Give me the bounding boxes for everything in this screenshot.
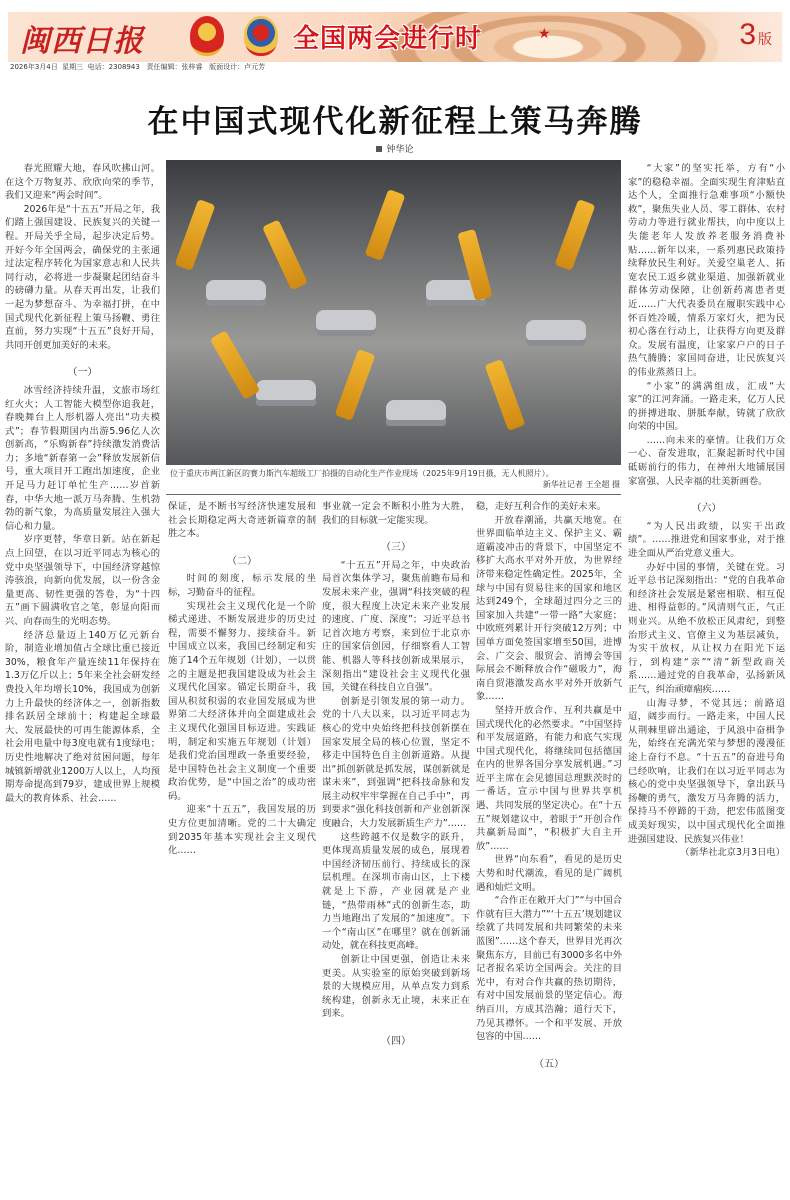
photo-caption [170,468,620,490]
paragraph: 冰雪经济持续升温，文旅市场红红火火；人工智能大模型你追我赶，春晚舞台上人形机器人亮出“功夫模式”；春节假期国内出游5.96亿人次创新高，“乐购新春”持续激发消费活力；多地“新春第一会”释放发展新信号，重大项目开工跑出加速度，企业开足马力赶订单忙生产……岁首新春，中华大地一派万马奔腾、生机勃勃的新气象，为高质量发展注入强大信心和力量。 [5,384,160,532]
page-suffix: 版 [758,31,772,47]
paragraph: 这些跨越不仅是数字的跃升，更体现高质量发展的成色，展现着中国经济韧压前行、持续成长的深层机理。在深圳市南山区，上下楼就是上下游，产业园就是产业链，“热带雨林”式的创新生态，助力当地跑出了发展的“加速度”。下一个“南山区”在哪里？就在创新涌动处，就在科技更高峰。 [322,831,470,952]
paragraph: 春光照耀大地，春风吹拂山河。在这个万物复苏、欣欣向荣的季节，我们又迎来“两会时间”。 [5,163,160,202]
paragraph: 迎来“十五五”，我国发展的历史方位更加清晰。党的二十大确定到2035年基本实现社会主义现代化…… [168,804,316,857]
article-column-3 [322,500,470,1195]
section-slogan: 全国两会进行时 [293,24,483,54]
article-column-4 [476,500,622,1195]
paragraph: “合作正在敞开大门”“与中国合作就有巨大潜力”“‘十五五’规划建议绘就了共同发展和共同繁荣的未来蓝图”……这个春天，世界目光再次聚焦东方，目前已有3000多名中外记者报名采访全国两会。关注的目光中，有对合作共赢的热切期待，有对中国发展前景的坚定信心。海纳百川，方成其浩瀚；道行天下，乃见其襟怀。一个和平发展、开放包容的中国…… [476,895,622,1043]
paragraph: “小家”的满满组成，汇成“大家”的江河奔涌。一路走来，亿万人民的拼搏进取、胼胝奉献，铸就了欣欣向荣的中国。 [628,380,785,433]
paragraph: 山海寻梦，不觉其远；前路迢迢，阔步而行。一路走来，中国人民从荆棘里辟出通途，于风浪中奋楫争先，始终在充满光荣与梦想的漫漫征途上奋行不息。“十五五”的奋进号角已经吹响，让我们在以习近平同志为核心的党中央坚强领导下，拿出跃马扬鞭的勇气，激发万马奔腾的活力，保持马不停蹄的干劲，把宏伟蓝图变成美好现实，以中国式现代化全面推进强国建设、民族复兴伟业！ [628,697,785,845]
paragraph: “大家”的坚实托举，方有“小家”的稳稳幸福。全面实现生育津贴直达个人，全面推行急难事项“小额快救”，聚焦失业人员、零工群体、农村劳动力等进行就业帮扶，向中度以上失能老年人发放养老服务消费补贴……新年以来，一系列惠民政策持续释放民生利好。关爱空巢老人、拓宽农民工返乡就业渠道、加强新就业群体劳动保障，让创新药离患者更近……广大代表委员在履职实践中心怀百姓冷暖，情系万家灯火，把为民初心落在行动上，让获得方向更及群众。发展有温度，让家家户户的日子热气腾腾；家国同奋进，让民族复兴的伟业蒸蒸日上。 [628,163,785,378]
author-name: 钟华论 [386,145,414,155]
article-column-1 [5,162,160,1195]
section-heading: （二） [227,555,257,567]
paragraph: 2026年是“十五五”开局之年，我们踏上强国建设、民族复兴的关键一程。开局关乎全局，起步决定后势。开好今年全国两会，确保党的主张通过法定程序转化为国家意志和人民共同行动，必将进一步凝聚起团结奋斗的磅礴力量。从春天再出发，让我们一起为梦想奋斗、为幸福打拼，在中国式现代化新征程上策马扬鞭、勇往直前，努力实现“十五五”良好开局，共同开创更加美好的未来。 [5,203,160,351]
paragraph: “为人民出政绩，以实干出政绩”。……推进党和国家事业，对于推进全面从严治党意义重大。 [628,520,785,560]
caption-text: 位于重庆市两江新区的赛力斯汽车超级工厂拍摄的自动化生产作业现场（2025年9月19日摄，无人机照片）。 [170,469,554,478]
dateline: 2026年3月4日 星期三 电话：2308943 责任编辑：张梓睿 版面设计：卢元芳 [10,63,266,71]
factory-photo [166,160,621,465]
paragraph: 时间的刻度，标示发展的坐标，习勤奋斗的征程。 [168,573,316,598]
section-heading: （四） [381,1035,411,1047]
paragraph: 开放春潮涌，共赢天地宽。在世界面临单边主义、保护主义、霸道霸凌冲击的背景下，中国坚定不移扩大高水平对外开放，为世界经济带来稳定性确定性。2025年，全球与中国有贸易往来的国家和地区达到249个，全球超过四分之三的国家加入共建“一带一路”大家庭；中欧班列累计开行突破12万列；中国单方面免签国家增至50国，进博会、广交会、服贸会、消博会等国际展会不断释放合作“磁吸力”，海南自贸港激发高水平对外开放新气象…… [476,514,622,703]
paragraph: 稳，走好互利合作的美好未来。 [476,501,607,512]
paragraph: 保证，是不断书写经济快速发展和社会长期稳定两大奇迹新篇章的制胜之本。 [168,501,316,540]
article-title: 在中国式现代化新征程上策马奔腾 [147,104,643,140]
paragraph: 实现社会主义现代化是一个阶梯式递进、不断发展进步的历史过程，需要不懈努力、接续奋斗。新中国成立以来，我国已经制定和实施了14个五年规划（计划），一以贯之的主题是把我国建设成为社会主义现代化国家。锚定长期奋斗，我国从积贫积弱的农业国发展成为世界第二大经济体并向全面建成社会主义现代化强国目标迈进。实践证明，制定和实施五年规划（计划）是我们党治国理政一条重要经验，是中国特色社会主义制度一个重要政治优势，是“中国之治”的成功密码。 [168,600,316,802]
paragraph: 坚持开放合作、互利共赢是中国式现代化的必然要求。“中国坚持和平发展道路，有能力和底气实现中国式现代化，将继续同包括德国在内的世界各国分享发展机遇。”习近平主席在会见德国总理默茨时的一番话，宣示中国与世界共享机遇、共同发展的坚定决心。在“十五五”规划建议中，着眼于“开创合作共赢新局面”，“积极扩大自主开放”…… [476,704,622,852]
cppcc-emblem-icon [244,16,278,56]
photo-credit: 新华社记者 王全超 摄 [542,480,620,489]
paragraph: 经济总量迈上140万亿元新台阶，制造业增加值占全球比重已接近30%，粮食年产量连续11年保持在1.3万亿斤以上；5年来全社会研发经费投入年均增长10%，我国成为创新力上升最快的经济体之一，创新指数排名跃居全球前十；构建起全球最大、发展最快的可再生能源体系，全社会用电量中每3度电就有1度绿电；历史性地解决了绝对贫困问题，每年城镇新增就业1200万人以上，人均预期寿命提高到79岁，建成世界上规模最大的教育体系、社会…… [5,629,160,804]
article-column-2 [168,500,316,1195]
page-number [739,18,772,52]
dateline-credit: （新华社北京3月3日电） [680,847,785,859]
paragraph: 事业就一定会不断积小胜为大胜，我们的目标就一定能实现。 [322,501,470,526]
divider [166,494,621,495]
section-heading: （五） [534,1058,564,1070]
square-bullet-icon [376,146,382,152]
paragraph: 创新是引领发展的第一动力。党的十八大以来，以习近平同志为核心的党中央始终把科技创新摆在国家发展全局的核心位置，坚定不移走中国特色自主创新道路。从提出“抓创新就是抓发展，谋创新就是谋未来”，到强调“把科技命脉和发展主动权牢牢掌握在自己手中”，再到要求“强化科技创新和产业创新深度融合，大力发展新质生产力”…… [322,695,470,830]
paragraph: 世界“向东看”，看见的是历史大势和时代潮流，看见的是广阔机遇和灿烂文明。 [476,854,622,893]
newspaper-logo: 闽西日报 [20,24,144,59]
page-number-value: 3 [739,18,756,51]
paragraph: 创新让中国更强，创造让未来更美。从实验室的原始突破到新场景的大规模应用，从单点发力到系统构建，创新永无止境，未来正在到来。 [322,954,470,1020]
paragraph: “十五五”开局之年，中央政治局首次集体学习，聚焦前瞻布局和发展未来产业，强调“科技突破的程度，很大程度上决定未来产业发展的速度、广度、深度”；习近平总书记首次地方考察，来到位于北京亦庄的国家信创园，仔细察看人工智能、机器人等科技创新成果展示，深刻指出“建设社会主义现代化强国，关键在科技自立自强”。 [322,559,470,694]
section-heading: （三） [381,542,411,554]
paragraph: 岁序更替，华章日新。站在新起点上回望，在以习近平同志为核心的党中央坚强领导下，中国经济穿越惊涛骇浪，向新向优发展，以一份含金量更高、韧性更强的答卷，为“十四五”画下圆满收官之笔，彰显向阳而兴、向春而生的光明态势。 [5,534,160,627]
article-column-5 [628,162,785,1195]
byline [0,142,790,155]
masthead-banner [8,12,782,62]
section-heading: （一） [67,367,98,379]
red-star-icon: ★ [538,26,551,42]
paragraph: ……向未来的豪情。让我们万众一心、奋发进取，汇聚起新时代中国砥砺前行的伟力，在神州大地铺展国家富强、人民幸福的壮美新画卷。 [628,434,785,487]
paragraph: 办好中国的事情，关键在党。习近平总书记深刻指出：“党的自我革命和经济社会发展是紧密相联、相互促进、相得益彰的。”风清则气正，气正则业兴。从绝不放松正风肃纪，到整治形式主义、官僚主义为基层减负，为实干放权，从让权力在阳光下运行，到构建“亲”“清”新型政商关系……通过党的自我革命，弘扬新风正气，纠治顽瘴痼疾…… [628,561,785,695]
national-emblem-icon [190,16,224,56]
section-heading: （六） [691,503,722,515]
